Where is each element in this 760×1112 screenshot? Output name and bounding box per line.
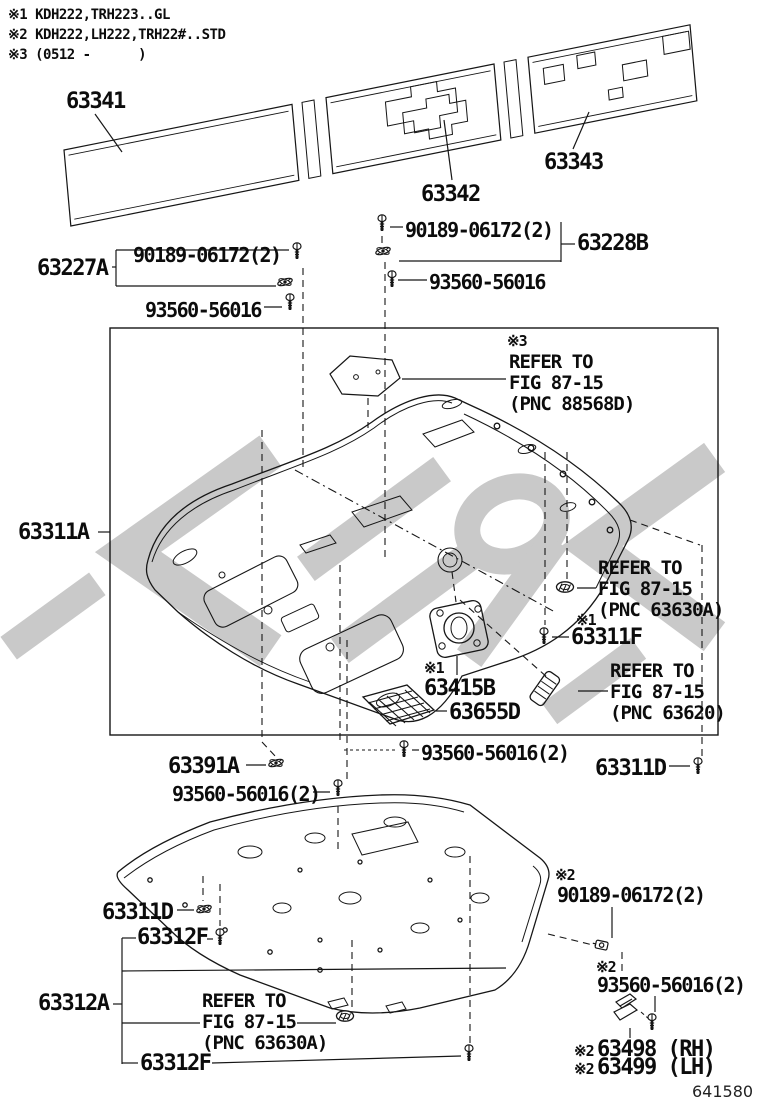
screw-icon — [293, 243, 301, 259]
screw-icon — [286, 294, 294, 310]
diagram-id: 641580 — [692, 1082, 754, 1101]
mark-1: ※1 — [424, 659, 444, 677]
mark-2: ※2 — [555, 866, 575, 884]
grommet-icon — [557, 582, 574, 592]
refer-line: REFER TO — [610, 660, 694, 682]
part-label-63311A: 63311A — [18, 520, 89, 545]
clip-icon — [277, 277, 293, 287]
pad-63343-shape — [528, 25, 697, 133]
refer-block-63620 — [610, 661, 725, 724]
note-3: ※3 (0512 - ) — [8, 47, 147, 63]
part-label-93560-left: 93560-56016 — [145, 298, 261, 322]
screw-icon — [400, 741, 408, 757]
pad-63342-shape — [326, 64, 501, 174]
refer-line: REFER TO — [202, 990, 286, 1012]
screw-icon — [334, 780, 342, 796]
refer-line: FIG 87-15 — [509, 372, 603, 394]
refer-line: FIG 87-15 — [610, 681, 704, 703]
mark-1: ※1 — [576, 611, 596, 629]
part-label-63312F-bottom: 63312F — [140, 1051, 211, 1076]
pad-63341-shape — [64, 104, 299, 226]
part-label-63415B: 63415B — [424, 676, 495, 701]
part-label-93560-rear: 93560-56016(2) — [597, 973, 745, 997]
part-label-90189-top: 90189-06172(2) — [405, 218, 553, 242]
part-label-63311D: 63311D — [102, 900, 173, 925]
part-label-63655D: 63655D — [449, 700, 520, 725]
clip-nut-icon — [592, 939, 608, 950]
part-label-63341: 63341 — [66, 89, 125, 114]
mark-2: ※2 — [596, 958, 616, 976]
part-label-63391A: 63391A — [168, 754, 239, 779]
mark-2: ※2 — [574, 1042, 594, 1060]
refer-line: REFER TO — [509, 351, 593, 373]
refer-block-88568d — [509, 352, 634, 415]
refer-line: (PNC 88568D) — [509, 393, 635, 415]
part-label-93560-2-left: 93560-56016(2) — [172, 782, 320, 806]
screw-icon — [388, 271, 396, 287]
part-label-63311D-right: 63311D — [595, 756, 666, 781]
screw-icon — [648, 1014, 656, 1030]
refer-line: FIG 87-15 — [202, 1011, 296, 1033]
map-lamp-bracket-shape — [330, 356, 400, 396]
mark-2: ※2 — [574, 1060, 594, 1078]
clip-icon — [375, 246, 391, 256]
part-label-90189-rear: 90189-06172(2) — [557, 883, 705, 907]
screw-icon — [465, 1045, 473, 1061]
part-label-63342: 63342 — [421, 182, 480, 207]
part-label-63499: 63499 (LH) — [597, 1055, 715, 1080]
part-label-63498: 63498 (RH) — [597, 1037, 715, 1062]
bracket-parts-63498-63499 — [614, 994, 637, 1020]
refer-line: (PNC 63620) — [610, 702, 725, 724]
refer-line: (PNC 63630A) — [598, 599, 724, 621]
part-label-90189-left: 90189-06172(2) — [133, 243, 281, 267]
silencer-pads-drawing — [64, 25, 697, 226]
part-label-63312A: 63312A — [38, 991, 109, 1016]
part-label-63312F-top: 63312F — [137, 925, 208, 950]
screw-icon — [540, 628, 548, 644]
part-label-63228B: 63228B — [577, 231, 648, 256]
refer-block-63630a-rear — [202, 991, 327, 1054]
note-1: ※1 KDH222,TRH223..GL — [8, 7, 170, 23]
clip-icon — [268, 758, 284, 768]
part-label-93560-top: 93560-56016 — [429, 270, 545, 294]
refer-line: (PNC 63630A) — [202, 1032, 328, 1054]
mark-3: ※3 — [507, 332, 527, 350]
screw-icon — [694, 758, 702, 774]
note-2: ※2 KDH222,LH222,TRH22#..STD — [8, 27, 226, 43]
part-label-93560-2-right: 93560-56016(2) — [421, 741, 569, 765]
part-label-63343: 63343 — [544, 150, 603, 175]
part-label-63311F: 63311F — [571, 625, 642, 650]
refer-block-63630a — [598, 558, 723, 621]
screw-icon — [378, 215, 386, 231]
clip-icon — [196, 904, 212, 914]
part-label-63227A: 63227A — [37, 256, 108, 281]
refer-line: REFER TO — [598, 557, 682, 579]
refer-line: FIG 87-15 — [598, 578, 692, 600]
grommet-icon — [337, 1011, 354, 1021]
rear-headlining-drawing — [117, 795, 549, 1013]
screw-icon — [216, 929, 224, 945]
